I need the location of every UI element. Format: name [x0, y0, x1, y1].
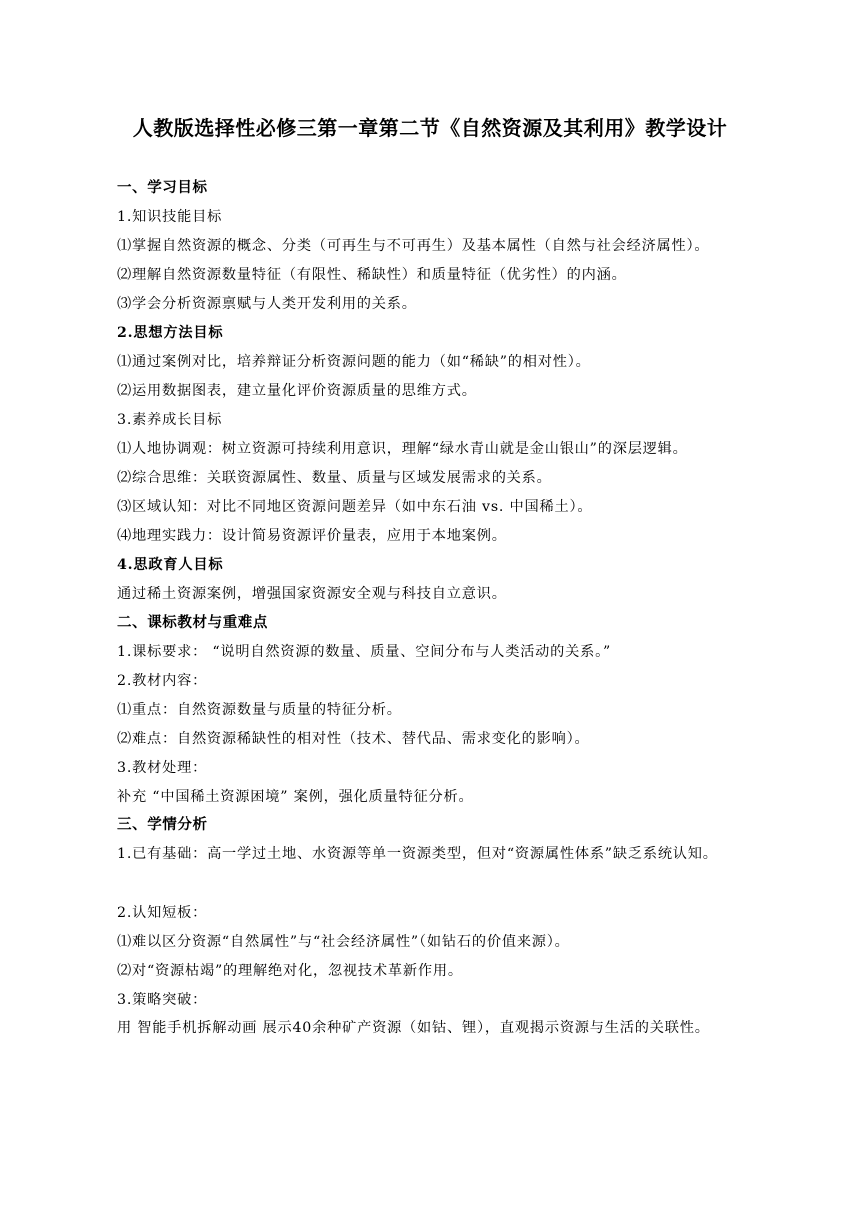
literacy-item: ⑵综合思维：关联资源属性、数量、质量与区域发展需求的关系。 — [117, 470, 552, 486]
content-item: ⑵难点：自然资源稀缺性的相对性（技术、替代品、需求变化的影响）。 — [117, 731, 590, 747]
document-title: 人教版选择性必修三第一章第二节《自然资源及其利用》教学设计 — [132, 116, 728, 140]
gap-item: ⑴难以区分资源“自然属性”与“社会经济属性”（如钻石的价值来源）。 — [117, 934, 570, 950]
literacy-item: ⑷地理实践力：设计简易资源评价量表，应用于本地案例。 — [117, 528, 507, 544]
strategy-text: 用 智能手机拆解动画 展示40余种矿产资源（如钴、锂），直观揭示资源与生活的关联性。 — [117, 1020, 710, 1036]
processing-text: 补充 “中国稀土资源困境” 案例，强化质量特征分析。 — [117, 789, 474, 805]
subheading-content: 2.教材内容： — [117, 673, 208, 689]
method-item: ⑵运用数据图表，建立量化评价资源质量的思维方式。 — [117, 383, 477, 399]
subheading-literacy: 3.素养成长目标 — [117, 412, 223, 428]
subheading-knowledge: 1.知识技能目标 — [117, 209, 223, 225]
knowledge-item: ⑶学会分析资源禀赋与人类开发利用的关系。 — [117, 296, 417, 312]
subheading-processing: 3.教材处理： — [117, 760, 208, 776]
ideology-text: 通过稀土资源案例，增强国家资源安全观与科技自立意识。 — [117, 586, 507, 602]
subheading-gap: 2.认知短板： — [117, 905, 208, 921]
section-heading-curriculum: 二、课标教材与重难点 — [117, 615, 268, 631]
knowledge-item: ⑵理解自然资源数量特征（有限性、稀缺性）和质量特征（优劣性）的内涵。 — [117, 267, 627, 283]
method-item: ⑴通过案例对比，培养辩证分析资源问题的能力（如“稀缺”的相对性）。 — [117, 354, 591, 370]
content-item: ⑴重点：自然资源数量与质量的特征分析。 — [117, 702, 402, 718]
subheading-ideology: 4.思政育人目标 — [117, 557, 224, 573]
subheading-method: 2.思想方法目标 — [117, 325, 224, 341]
section-heading-objectives: 一、学习目标 — [117, 180, 208, 196]
gap-item: ⑵对“资源枯竭”的理解绝对化，忽视技术革新作用。 — [117, 963, 463, 979]
learners-basis: 1.已有基础：高一学过土地、水资源等单一资源类型，但对“资源属性体系”缺乏系统认知。 — [117, 846, 718, 862]
curriculum-standard: 1.课标要求： “说明自然资源的数量、质量、空间分布与人类活动的关系。” — [117, 644, 612, 660]
literacy-item: ⑴人地协调观：树立资源可持续利用意识，理解“绿水青山就是金山银山”的深层逻辑。 — [117, 441, 688, 457]
literacy-item: ⑶区域认知：对比不同地区资源问题差异（如中东石油 vs. 中国稀土）。 — [117, 499, 593, 515]
subheading-strategy: 3.策略突破： — [117, 992, 208, 1008]
section-heading-learners: 三、学情分析 — [117, 817, 208, 833]
knowledge-item: ⑴掌握自然资源的概念、分类（可再生与不可再生）及基本属性（自然与社会经济属性）。 — [117, 238, 710, 254]
